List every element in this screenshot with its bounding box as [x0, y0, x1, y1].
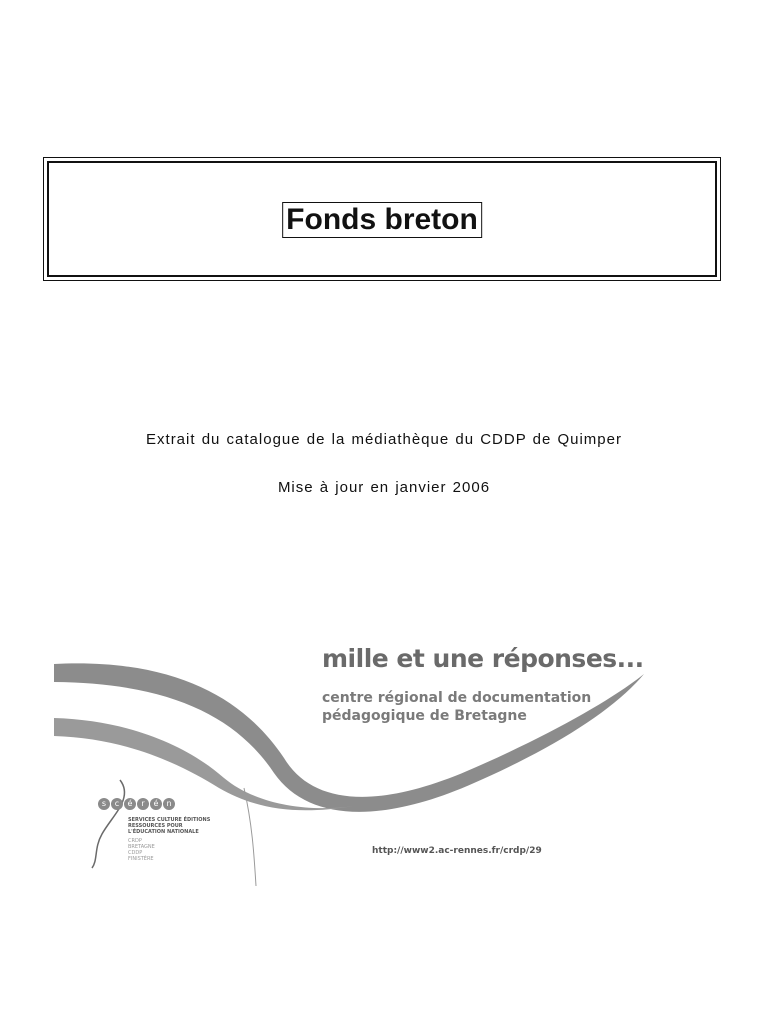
- sceren-text-line: L'ÉDUCATION NATIONALE: [128, 829, 199, 835]
- update-date-line: Mise à jour en janvier 2006: [277, 479, 491, 496]
- logo-org-line-2: pédagogique de Bretagne: [322, 708, 527, 724]
- document-title: Fonds breton: [282, 202, 482, 238]
- sceren-letter: é: [124, 798, 136, 810]
- swoosh-graphic: [54, 638, 654, 888]
- sceren-text-line: BRETAGNE: [128, 844, 155, 850]
- sceren-text-line: SERVICES CULTURE ÉDITIONS: [128, 817, 211, 823]
- sceren-text-line: CDDP: [128, 850, 143, 856]
- sceren-text-line: CRDP: [128, 838, 142, 844]
- sceren-swoosh: [92, 780, 125, 868]
- sceren-text-line: FINISTÈRE: [128, 856, 154, 862]
- sceren-letter: s: [98, 798, 110, 810]
- sceren-letter: r: [137, 798, 149, 810]
- crdp-logo: [54, 638, 654, 888]
- catalogue-extract-line: Extrait du catalogue de la médiathèque du CDDP de Quimper: [146, 431, 622, 448]
- sceren-text-line: RESSOURCES POUR: [128, 823, 183, 829]
- logo-tagline: mille et une réponses...: [322, 644, 644, 673]
- logo-org-line-1: centre régional de documentation: [322, 690, 592, 706]
- title-frame: [43, 157, 721, 281]
- sceren-letter: c: [111, 798, 123, 810]
- sceren-letter: é: [150, 798, 162, 810]
- logo-url: http://www2.ac-rennes.fr/crdp/29: [372, 846, 542, 856]
- sceren-logo-letters: [98, 798, 175, 810]
- sceren-letter: n: [163, 798, 175, 810]
